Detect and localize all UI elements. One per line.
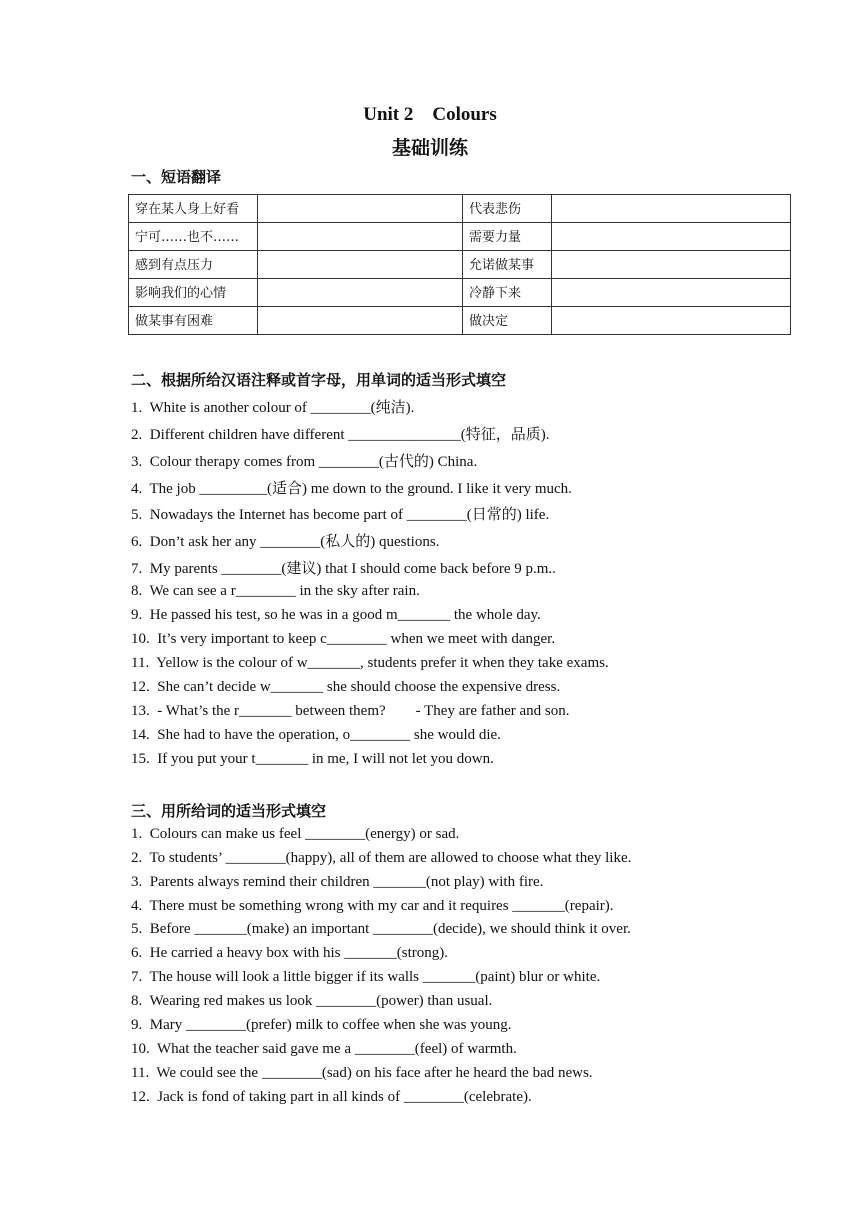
phrase-cell: 穿在某人身上好看 xyxy=(129,195,258,223)
answer-cell[interactable] xyxy=(552,195,791,223)
list-item: 13. - What’s the r_______ between them? - They are father and son. xyxy=(131,703,570,719)
list-item: 15. If you put your t_______ in me, I will not let you down. xyxy=(131,751,494,767)
list-item: 3. Colour therapy comes from ________(古代的) China. xyxy=(131,454,478,470)
answer-cell[interactable] xyxy=(552,307,791,335)
list-item: 12. She can’t decide w_______ she should choose the expensive dress. xyxy=(131,679,561,695)
phrase-cell: 需要力量 xyxy=(463,223,552,251)
list-item: 12. Jack is fond of taking part in all kinds of ________(celebrate). xyxy=(131,1089,532,1105)
phrase-cell: 影响我们的心情 xyxy=(129,279,258,307)
list-item: 10. It’s very important to keep c________ when we meet with danger. xyxy=(131,631,556,647)
list-item: 4. There must be something wrong with my car and it requires _______(repair). xyxy=(131,898,614,914)
list-item: 8. We can see a r________ in the sky after rain. xyxy=(131,583,420,599)
phrase-cell: 代表悲伤 xyxy=(463,195,552,223)
list-item: 5. Before _______(make) an important ________(decide), we should think it over. xyxy=(131,921,631,937)
list-item: 6. Don’t ask her any ________(私人的) questions. xyxy=(131,534,440,550)
list-item: 7. The house will look a little bigger if its walls _______(paint) blur or white. xyxy=(131,969,601,985)
answer-cell[interactable] xyxy=(258,223,463,251)
list-item: 2. Different children have different _______________(特征，品质). xyxy=(131,427,550,443)
list-item: 5. Nowadays the Internet has become part of ________(日常的) life. xyxy=(131,507,550,523)
phrase-translation-table xyxy=(128,194,791,335)
section1-heading: 一、短语翻译 xyxy=(131,168,222,186)
answer-cell[interactable] xyxy=(258,279,463,307)
answer-cell[interactable] xyxy=(552,251,791,279)
table-row xyxy=(129,195,791,223)
table-row xyxy=(129,307,791,335)
list-item: 9. Mary ________(prefer) milk to coffee when she was young. xyxy=(131,1017,512,1033)
table-row xyxy=(129,223,791,251)
phrase-cell: 感到有点压力 xyxy=(129,251,258,279)
list-item: 11. We could see the ________(sad) on his face after he heard the bad news. xyxy=(131,1065,593,1081)
section3-heading: 三、用所给词的适当形式填空 xyxy=(131,802,327,820)
answer-cell[interactable] xyxy=(258,195,463,223)
answer-cell[interactable] xyxy=(258,307,463,335)
table-row xyxy=(129,251,791,279)
phrase-cell: 做某事有困难 xyxy=(129,307,258,335)
list-item: 14. She had to have the operation, o________ she would die. xyxy=(131,727,501,743)
phrase-cell: 做决定 xyxy=(463,307,552,335)
section2-heading: 二、根据所给汉语注释或首字母，用单词的适当形式填空 xyxy=(131,371,507,389)
table-row xyxy=(129,279,791,307)
sub-title: 基础训练 xyxy=(391,137,468,159)
list-item: 11. Yellow is the colour of w_______, students prefer it when they take exams. xyxy=(131,655,609,671)
list-item: 4. The job _________(适合) me down to the ground. I like it very much. xyxy=(131,481,572,497)
answer-cell[interactable] xyxy=(258,251,463,279)
list-item: 7. My parents ________(建议) that I should come back before 9 p.m.. xyxy=(131,561,556,577)
list-item: 6. He carried a heavy box with his _______(strong). xyxy=(131,945,449,961)
list-item: 8. Wearing red makes us look ________(power) than usual. xyxy=(131,993,493,1009)
list-item: 2. To students’ ________(happy), all of them are allowed to choose what they like. xyxy=(131,850,632,866)
answer-cell[interactable] xyxy=(552,279,791,307)
list-item: 10. What the teacher said gave me a ________(feel) of warmth. xyxy=(131,1041,517,1057)
list-item: 9. He passed his test, so he was in a good m_______ the whole day. xyxy=(131,607,541,623)
list-item: 3. Parents always remind their children _______(not play) with fire. xyxy=(131,874,544,890)
answer-cell[interactable] xyxy=(552,223,791,251)
list-item: 1. White is another colour of ________(纯洁). xyxy=(131,400,415,416)
phrase-cell: 冷静下来 xyxy=(463,279,552,307)
list-item: 1. Colours can make us feel ________(energy) or sad. xyxy=(131,826,460,842)
unit-title: Unit 2 Colours xyxy=(363,104,497,125)
phrase-cell: 允诺做某事 xyxy=(463,251,552,279)
phrase-cell: 宁可……也不…… xyxy=(129,223,258,251)
